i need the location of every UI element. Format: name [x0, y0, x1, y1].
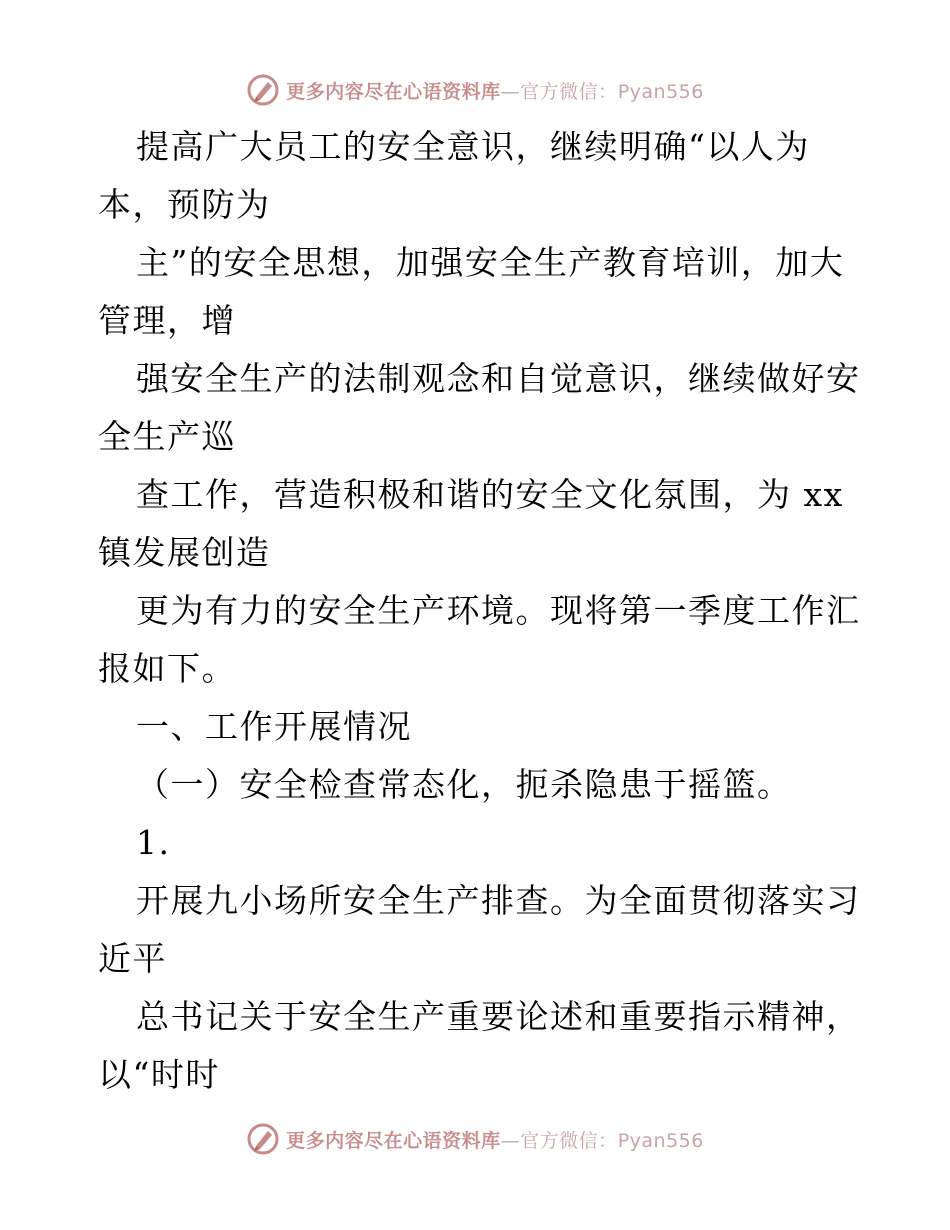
watermark-label: 官方微信： [520, 80, 618, 103]
watermark-brand: 更多内容尽在心语资料库 [286, 1129, 501, 1152]
watermark-label: 官方微信： [520, 1129, 618, 1152]
watermark-handle: Pyan556 [617, 1129, 704, 1152]
watermark-text [286, 1126, 704, 1153]
document-line: 镇发展创造 [98, 533, 271, 572]
document-line: 一、工作开展情况 [136, 707, 412, 746]
watermark-handle: Pyan556 [617, 80, 704, 103]
document-line: 管理，增 [98, 301, 236, 340]
document-line: 强安全生产的法制观念和自觉意识，继续做好安 [136, 359, 861, 398]
watermark-brand: 更多内容尽在心语资料库 [286, 80, 501, 103]
document-body [98, 118, 861, 1104]
document-line: （一）安全检查常态化，扼杀隐患于摇篮。 [136, 765, 792, 804]
document-line: 全生产巡 [98, 417, 236, 456]
pen-logo-icon [246, 1122, 280, 1156]
footer-watermark [0, 1119, 950, 1159]
document-line: 报如下。 [98, 649, 236, 688]
header-watermark [0, 70, 950, 110]
document-line: 查工作，营造积极和谐的安全文化氛围，为 xx [136, 475, 844, 514]
document-line: 主”的安全思想，加强安全生产教育培训，加大 [136, 243, 845, 282]
pen-logo-icon [246, 73, 280, 107]
watermark-separator: — [500, 80, 521, 103]
document-line: 开展九小场所安全生产排查。为全面贯彻落实习 [136, 881, 861, 920]
watermark-separator: — [500, 1129, 521, 1152]
document-line: 1. [136, 823, 171, 862]
document-line: 以“时时 [98, 1055, 220, 1094]
watermark-text [286, 77, 704, 104]
document-line: 总书记关于安全生产重要论述和重要指示精神， [136, 997, 861, 1036]
document-line: 提高广大员工的安全意识，继续明确“以人为 [136, 127, 810, 166]
document-line: 更为有力的安全生产环境。现将第一季度工作汇 [136, 591, 861, 630]
document-line: 近平 [98, 939, 167, 978]
document-line: 本，预防为 [98, 185, 271, 224]
